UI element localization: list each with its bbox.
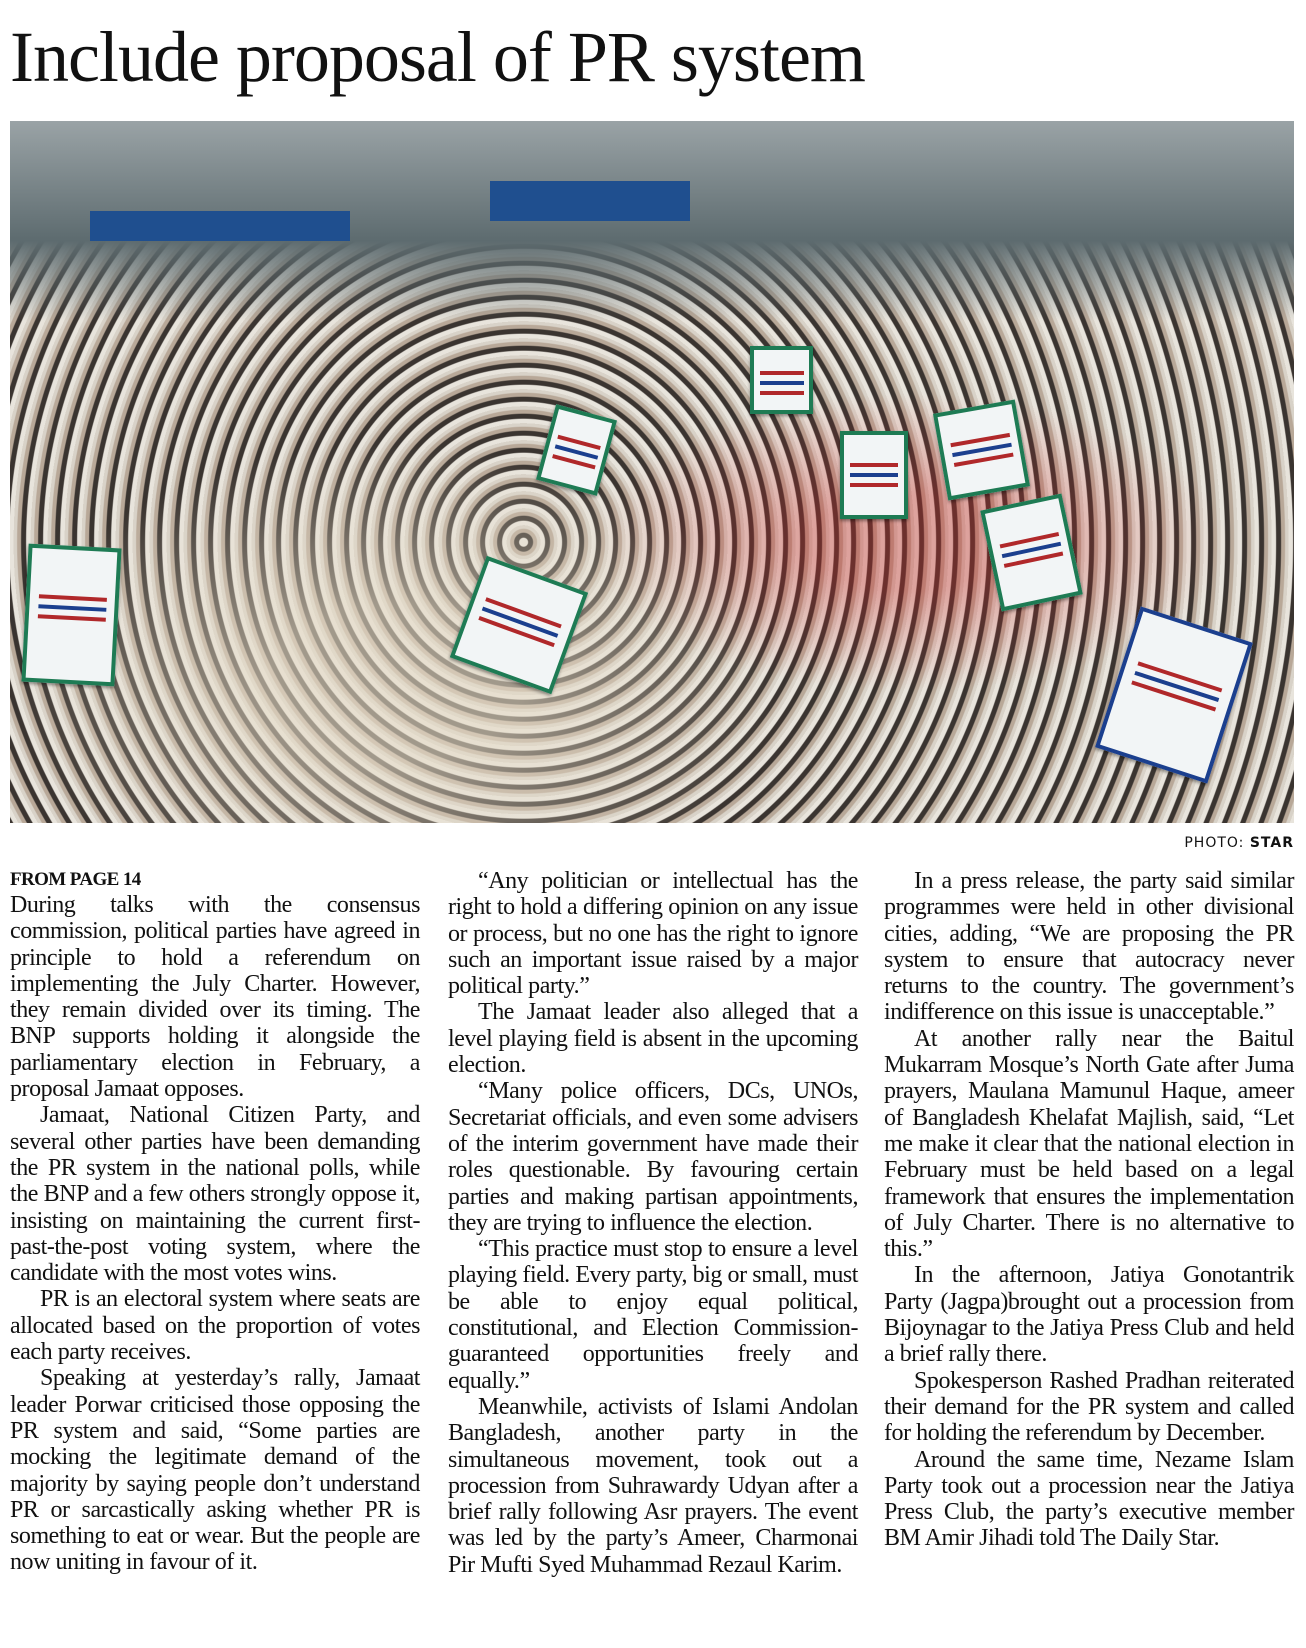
paragraph: Around the same time, Nezame Islam Party took out a procession near the Jatiya Press Club, the party’s executive member BM Amir Jihadi told The Daily Star. [884, 1446, 1294, 1552]
paragraph: PR is an electoral system where seats are allocated based on the proportion of votes each party receives. [10, 1286, 420, 1366]
protest-placard [750, 346, 813, 414]
protest-placard [450, 556, 588, 694]
protest-placard [536, 404, 617, 496]
photo-awning [490, 181, 690, 221]
article-column-3 [884, 868, 1294, 1552]
paragraph: “Many police officers, DCs, UNOs, Secretariat officials, and even some advisers of the interim government have made their roles questionable. By favouring certain parties and making partisan appointments, they are trying to influence the election. [448, 1078, 858, 1236]
paragraph: In the afternoon, Jatiya Gonotantrik Party (Jagpa)brought out a procession from Bijoynagar to the Jatiya Press Club and held a brief rally there. [884, 1262, 1294, 1368]
paragraph: Jamaat, National Citizen Party, and several other parties have been demanding the PR system in the national polls, while the BNP and a few others strongly oppose it, insisting on maintaining the current first-past-the-post voting system, where the candidate with the most votes wins. [10, 1102, 420, 1287]
paragraph: “Any politician or intellectual has the right to hold a differing opinion on any issue or process, but no one has the right to ignore such an important issue raised by a major political party.” [448, 868, 858, 1000]
protest-placard [21, 544, 121, 687]
article-column-2 [448, 868, 858, 1578]
paragraph: Speaking at yesterday’s rally, Jamaat leader Porwar criticised those opposing the PR system and said, “Some parties are mocking the legitimate demand of the majority by saying people don’t understand PR or sarcastically asking whether PR is something to eat or wear. But the people are now uniting in favour of it. [10, 1365, 420, 1576]
paragraph: In a press release, the party said similar programmes were held in other divisional cities, adding, “We are proposing the PR system to ensure that autocracy never returns to the country. The government’s indifference on this issue is unacceptable.” [884, 868, 1294, 1026]
paragraph: “This practice must stop to ensure a level playing field. Every party, big or small, must be able to enjoy equal political, constitutional, and Election Commission-guaranteed opportunities freely and equally.” [448, 1236, 858, 1394]
paragraph: During talks with the consensus commission, political parties have agreed in principle to hold a referendum on implementing the July Charter. However, they remain divided over its timing. The BNP supports holding it alongside the parliamentary election in February, a proposal Jamaat opposes. [10, 892, 420, 1103]
rally-photo [10, 121, 1294, 823]
protest-placard [933, 399, 1030, 500]
paragraph: The Jamaat leader also alleged that a level playing field is absent in the upcoming election. [448, 999, 858, 1079]
photo-credit [1184, 835, 1294, 851]
protest-placard [980, 493, 1083, 611]
headline: Include proposal of PR system [10, 17, 865, 97]
article-column-1 [10, 868, 420, 1576]
paragraph: At another rally near the Baitul Mukarram Mosque’s North Gate after Juma prayers, Maulana Mamunul Haque, ameer of Bangladesh Khelafat Majlish, said, “Let me make it clear that the national election in February must be held based on a legal framework that ensures the implementation of July Charter. There is no alternative to this.” [884, 1025, 1294, 1263]
paragraph: Spokesperson Rashed Pradhan reiterated their demand for the PR system and called for holding the referendum by December. [884, 1367, 1294, 1447]
protest-placard [840, 431, 908, 519]
photo-credit-label: PHOTO: [1184, 835, 1245, 851]
photo-credit-source: STAR [1249, 835, 1294, 851]
kicker: FROM PAGE 14 [10, 869, 141, 890]
photo-awning [90, 211, 350, 241]
protest-placard [1095, 606, 1253, 783]
paragraph: Meanwhile, activists of Islami Andolan Bangladesh, another party in the simultaneous movement, took out a procession from Suhrawardy Udyan after a brief rally following Asr prayers. The event was led by the party’s Ameer, Charmonai Pir Mufti Syed Muhammad Rezaul Karim. [448, 1393, 858, 1578]
